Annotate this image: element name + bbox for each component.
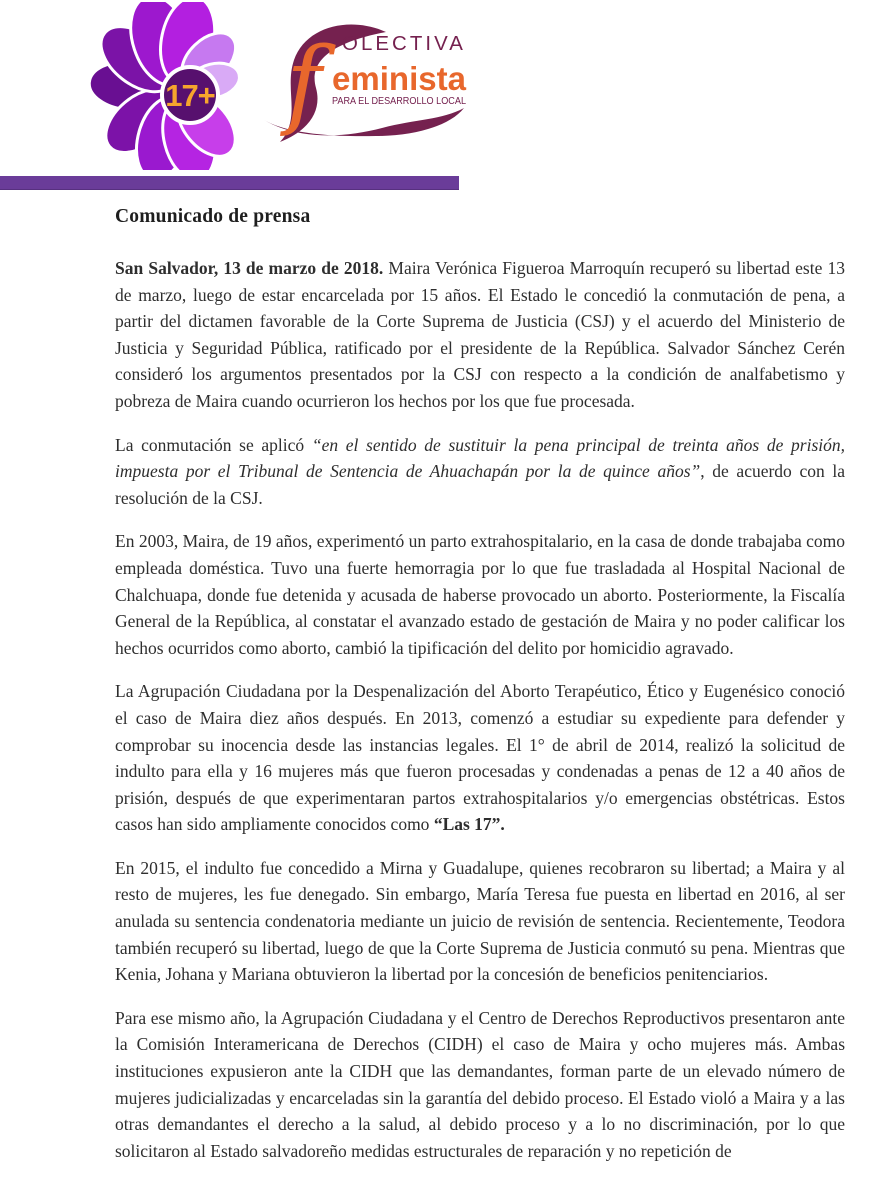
- org-tagline: PARA EL DESARROLLO LOCAL: [332, 96, 467, 107]
- text-segment: “Las 17”.: [433, 814, 505, 835]
- paragraph: [115, 432, 845, 512]
- org-word-olectiva: OLECTIVA: [342, 33, 466, 55]
- text-segment: Para ese mismo año, la Agrupación Ciudadana y el Centro de Derechos Reproductivos presentaron ante la Comisión Interamericana de Derechos (CIDH) el caso de Maira y ocho mujeres más. Ambas instituciones expusieron ante la CIDH que las demandantes, forman parte de un elevado número de mujeres judicializadas y encarceladas sin la garantía del debido proceso. El Estado violó a Maira y a las otras demandantes el derecho a la salud, al debido proceso y a lo no discriminación, por lo que solicitaron al Estado salvadoreño medidas estructurales de reparación y no repetición de: [115, 1007, 845, 1161]
- text-segment: En 2015, el indulto fue concedido a Mirna y Guadalupe, quienes recobraron su libertad; a Maira y al resto de mujeres, les fue denegado. Sin embargo, María Teresa fue puesta en libertad en 2016, al ser anulada su sentencia condenatoria mediante un juicio de revisión de sentencia. Recientemente, Teodora también recuperó su libertad, luego de que la Corte Suprema de Justicia conmutó su pena. Mientras que Kenia, Johana y Mariana obtuvieron la libertad por la concesión de beneficios penitenciarios.: [115, 857, 845, 985]
- org-logo-graphic: [258, 16, 470, 148]
- document-title: Comunicado de prensa: [115, 206, 311, 227]
- paragraph: [115, 678, 845, 838]
- text-segment: La Agrupación Ciudadana por la Despenalización del Aborto Terapéutico, Ético y Eugenésico conoció el caso de Maira diez años después. En 2013, comenzó a estudiar su expediente para defender y comprobar su inocencia desde las instancias legales. El 1° de abril de 2014, realizó la solicitud de indulto para ella y 16 mujeres más que fueron procesadas y condenadas a penas de 12 a 40 años de prisión, después de que experimentaran partos extrahospitalarios y/o emergencias obstétricas. Estos casos han sido ampliamente conocidos como: [115, 681, 845, 835]
- org-word-eminista: eminista: [332, 60, 467, 97]
- paragraph: [115, 855, 845, 988]
- colectiva-feminista-logo: [258, 16, 470, 148]
- text-segment: En 2003, Maira, de 19 años, experimentó un parto extrahospitalario, en la casa de donde trabajaba como empleada doméstica. Tuvo una fuerte hemorragia por lo que fue trasladada al Hospital Nacional de Chalchuapa, donde fue detenida y acusada de haberse provocado un aborto. Posteriormente, la Fiscalía General de la República, al constatar el avanzado estado de gestación de Maira y no poder calificar los hechos ocurridos como aborto, cambió la tipificación del delito por homicidio agravado.: [115, 531, 845, 658]
- org-letter-f: f: [286, 27, 322, 139]
- text-segment: La conmutación se aplicó: [115, 434, 312, 455]
- flower-17plus-logo: [85, 2, 260, 170]
- badge-17plus-label: 17+: [165, 78, 215, 113]
- header-divider-bar: [0, 176, 459, 190]
- paragraph: [115, 1005, 845, 1165]
- text-segment: San Salvador, 13 de marzo de 2018.: [115, 258, 384, 278]
- paragraphs-container: [115, 255, 845, 1164]
- header: [0, 0, 890, 176]
- paragraph: [115, 255, 845, 415]
- text-segment: , de acuerdo con la resolución de la CSJ.: [115, 461, 845, 508]
- text-segment: “en el sentido de sustituir la pena principal de treinta años de prisión, impuesta por el Tribunal de Sentencia de Ahuachapán por la de quince años”: [115, 434, 846, 482]
- paragraph: [115, 528, 845, 661]
- text-segment: Maira Verónica Figueroa Marroquín recuperó su libertad este 13 de marzo, luego de estar encarcelada por 15 años. El Estado le concedió la conmutación de pena, a partir del dictamen favorable de la Corte Suprema de Justicia (CSJ) y el acuerdo del Ministerio de Justicia y Seguridad Pública, ratificado por el presidente de la República. Salvador Sánchez Cerén consideró los argumentos presentados por la CSJ con respecto a la condición de analfabetismo y pobreza de Maira cuando ocurrieron los hechos por los que fue procesada.: [115, 258, 845, 411]
- document-body: [115, 206, 845, 1181]
- flower-icon: [85, 2, 260, 170]
